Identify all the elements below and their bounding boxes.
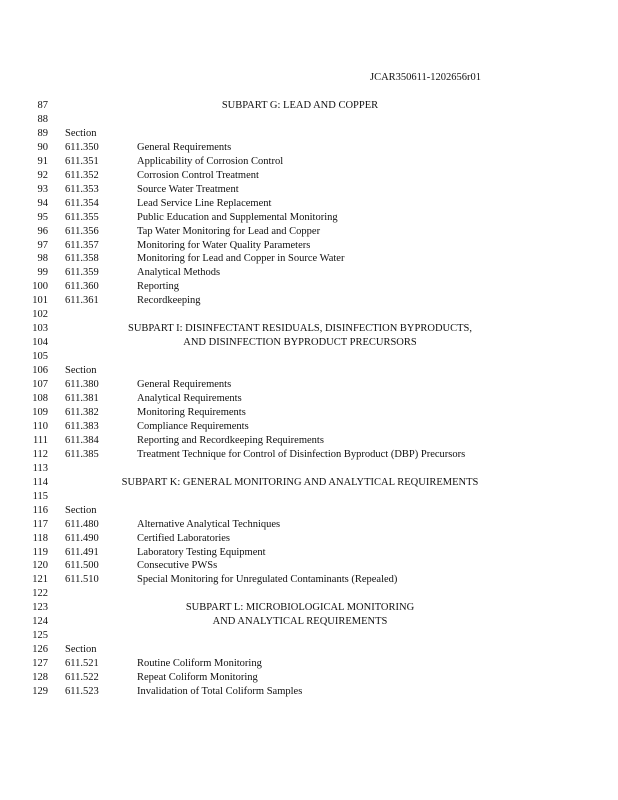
section-title: General Requirements [137,141,232,153]
line-number: 92 [37,169,48,181]
section-title: Monitoring Requirements [137,406,246,418]
subpart-heading: AND ANALYTICAL REQUIREMENTS [212,616,388,628]
line-number: 105 [32,351,48,363]
section-title: Monitoring for Water Quality Parameters [137,239,311,251]
section-title: Certified Laboratories [137,532,231,544]
line-number: 100 [32,281,48,293]
line-number: 93 [37,183,48,195]
document-line [0,685,618,699]
line-number: 111 [33,434,48,446]
line-number: 101 [32,295,48,307]
document-line [0,308,618,322]
line-number: 94 [37,197,48,209]
section-number: 611.360 [65,281,99,293]
line-number: 114 [32,476,48,488]
section-title: Laboratory Testing Equipment [137,546,266,558]
section-title: Compliance Requirements [137,420,249,432]
document-line [0,490,618,504]
section-number: 611.500 [65,560,99,572]
document-line [0,573,618,587]
line-number: 119 [32,546,48,558]
section-number: 611.354 [65,197,99,209]
subpart-heading: SUBPART G: LEAD AND COPPER [221,100,379,111]
section-title: Reporting [137,281,179,293]
line-number: 87 [37,100,48,111]
line-number: 96 [37,225,48,237]
section-number: 611.384 [65,434,99,446]
section-title: Reporting and Recordkeeping Requirements [137,434,324,446]
section-title: Invalidation of Total Coliform Samples [137,686,303,698]
line-number: 122 [32,588,48,600]
section-title: Consecutive PWSs [137,560,218,572]
section-title: Special Monitoring for Unregulated Contaminants (Repealed) [137,574,398,586]
line-number: 126 [32,644,48,656]
document-line [0,350,618,364]
section-title: Public Education and Supplemental Monitoring [137,211,338,223]
line-number: 99 [37,267,48,279]
document-line [0,266,618,280]
line-number: 113 [32,462,48,474]
section-title: Corrosion Control Treatment [137,169,259,181]
document-line [0,364,618,378]
section-number: 611.521 [65,658,99,670]
section-number: 611.355 [65,211,99,223]
document-line [0,587,618,601]
document-line [0,127,618,141]
section-title: Analytical Methods [137,267,221,279]
section-title: General Requirements [137,379,232,391]
line-number: 116 [32,504,48,516]
section-title: Recordkeeping [137,295,201,307]
section-column-label: Section [65,644,97,656]
document-line [0,518,618,532]
document-line [0,643,618,657]
section-title: Source Water Treatment [137,183,239,195]
section-number: 611.361 [65,295,99,307]
document-line [0,155,618,169]
line-number: 89 [37,127,48,139]
document-line [0,462,618,476]
line-number: 90 [37,141,48,153]
line-number: 103 [32,323,48,335]
document-line [0,336,618,350]
section-number: 611.491 [65,546,99,558]
line-number: 88 [37,113,48,125]
section-number: 611.350 [65,141,99,153]
section-title: Repeat Coliform Monitoring [137,672,258,684]
line-number: 115 [32,490,48,502]
line-number: 112 [32,448,48,460]
line-list [0,99,618,699]
document-line [0,113,618,127]
section-number: 611.480 [65,518,99,530]
line-number: 124 [32,616,48,628]
section-number: 611.358 [65,253,99,265]
subpart-heading: SUBPART K: GENERAL MONITORING AND ANALYTICAL REQUIREMENTS [121,476,479,488]
document-line [0,392,618,406]
document-line [0,294,618,308]
line-number: 123 [32,602,48,614]
document-line [0,476,618,490]
line-number: 102 [32,309,48,321]
document-line [0,141,618,155]
section-number: 611.490 [65,532,99,544]
section-title: Alternative Analytical Techniques [137,518,281,530]
section-number: 611.380 [65,379,99,391]
section-number: 611.353 [65,183,99,195]
subpart-heading: SUBPART I: DISINFECTANT RESIDUALS, DISINFECTION BYPRODUCTS, [127,323,472,335]
section-number: 611.351 [65,155,99,167]
section-title: Applicability of Corrosion Control [137,155,284,167]
document-line [0,532,618,546]
line-number: 109 [32,406,48,418]
line-number: 118 [32,532,48,544]
section-number: 611.385 [65,448,99,460]
document-line [0,615,618,629]
document-line [0,252,618,266]
line-number: 95 [37,211,48,223]
document-line [0,559,618,573]
document-line [0,225,618,239]
line-number: 91 [37,155,48,167]
line-number: 104 [32,337,48,349]
document-id: JCAR350611-1202656r01 [370,72,482,83]
document-line [0,420,618,434]
section-title: Tap Water Monitoring for Lead and Copper [137,225,321,237]
section-number: 611.510 [65,574,99,586]
line-number: 129 [32,686,48,698]
document-line [0,322,618,336]
section-number: 611.356 [65,225,99,237]
document-line [0,183,618,197]
document-line [0,546,618,560]
subpart-heading: SUBPART L: MICROBIOLOGICAL MONITORING [185,602,415,614]
subpart-heading: AND DISINFECTION BYPRODUCT PRECURSORS [183,337,417,349]
document-line [0,504,618,518]
section-number: 611.381 [65,393,99,405]
line-number: 125 [32,630,48,642]
line-number: 108 [32,393,48,405]
section-title: Monitoring for Lead and Copper in Source Water [137,253,345,265]
document-line [0,99,618,113]
line-number: 97 [37,239,48,251]
section-title: Analytical Requirements [137,393,242,405]
document-line [0,406,618,420]
section-number: 611.357 [65,239,99,251]
line-number: 120 [32,560,48,572]
document-line [0,169,618,183]
line-number: 107 [32,379,48,391]
document-line [0,197,618,211]
document-line [0,378,618,392]
document-line [0,629,618,643]
document-line [0,211,618,225]
line-number: 110 [32,420,48,432]
section-number: 611.352 [65,169,99,181]
section-title: Routine Coliform Monitoring [137,658,262,670]
document-line [0,671,618,685]
document-line [0,434,618,448]
document-line [0,448,618,462]
document-line [0,280,618,294]
line-number: 117 [32,518,48,530]
section-column-label: Section [65,127,97,139]
section-title: Treatment Technique for Control of Disinfection Byproduct (DBP) Precursors [137,448,466,460]
line-number: 127 [32,658,48,670]
line-number: 121 [32,574,48,586]
section-number: 611.359 [65,267,99,279]
section-title: Lead Service Line Replacement [137,197,272,209]
section-column-label: Section [65,504,97,516]
section-number: 611.523 [65,686,99,698]
line-number: 106 [32,365,48,377]
section-number: 611.522 [65,672,99,684]
document-line [0,657,618,671]
line-number: 128 [32,672,48,684]
section-column-label: Section [65,365,97,377]
document-line [0,239,618,253]
document-line [0,601,618,615]
section-number: 611.383 [65,420,99,432]
line-number: 98 [37,253,48,265]
section-number: 611.382 [65,406,99,418]
